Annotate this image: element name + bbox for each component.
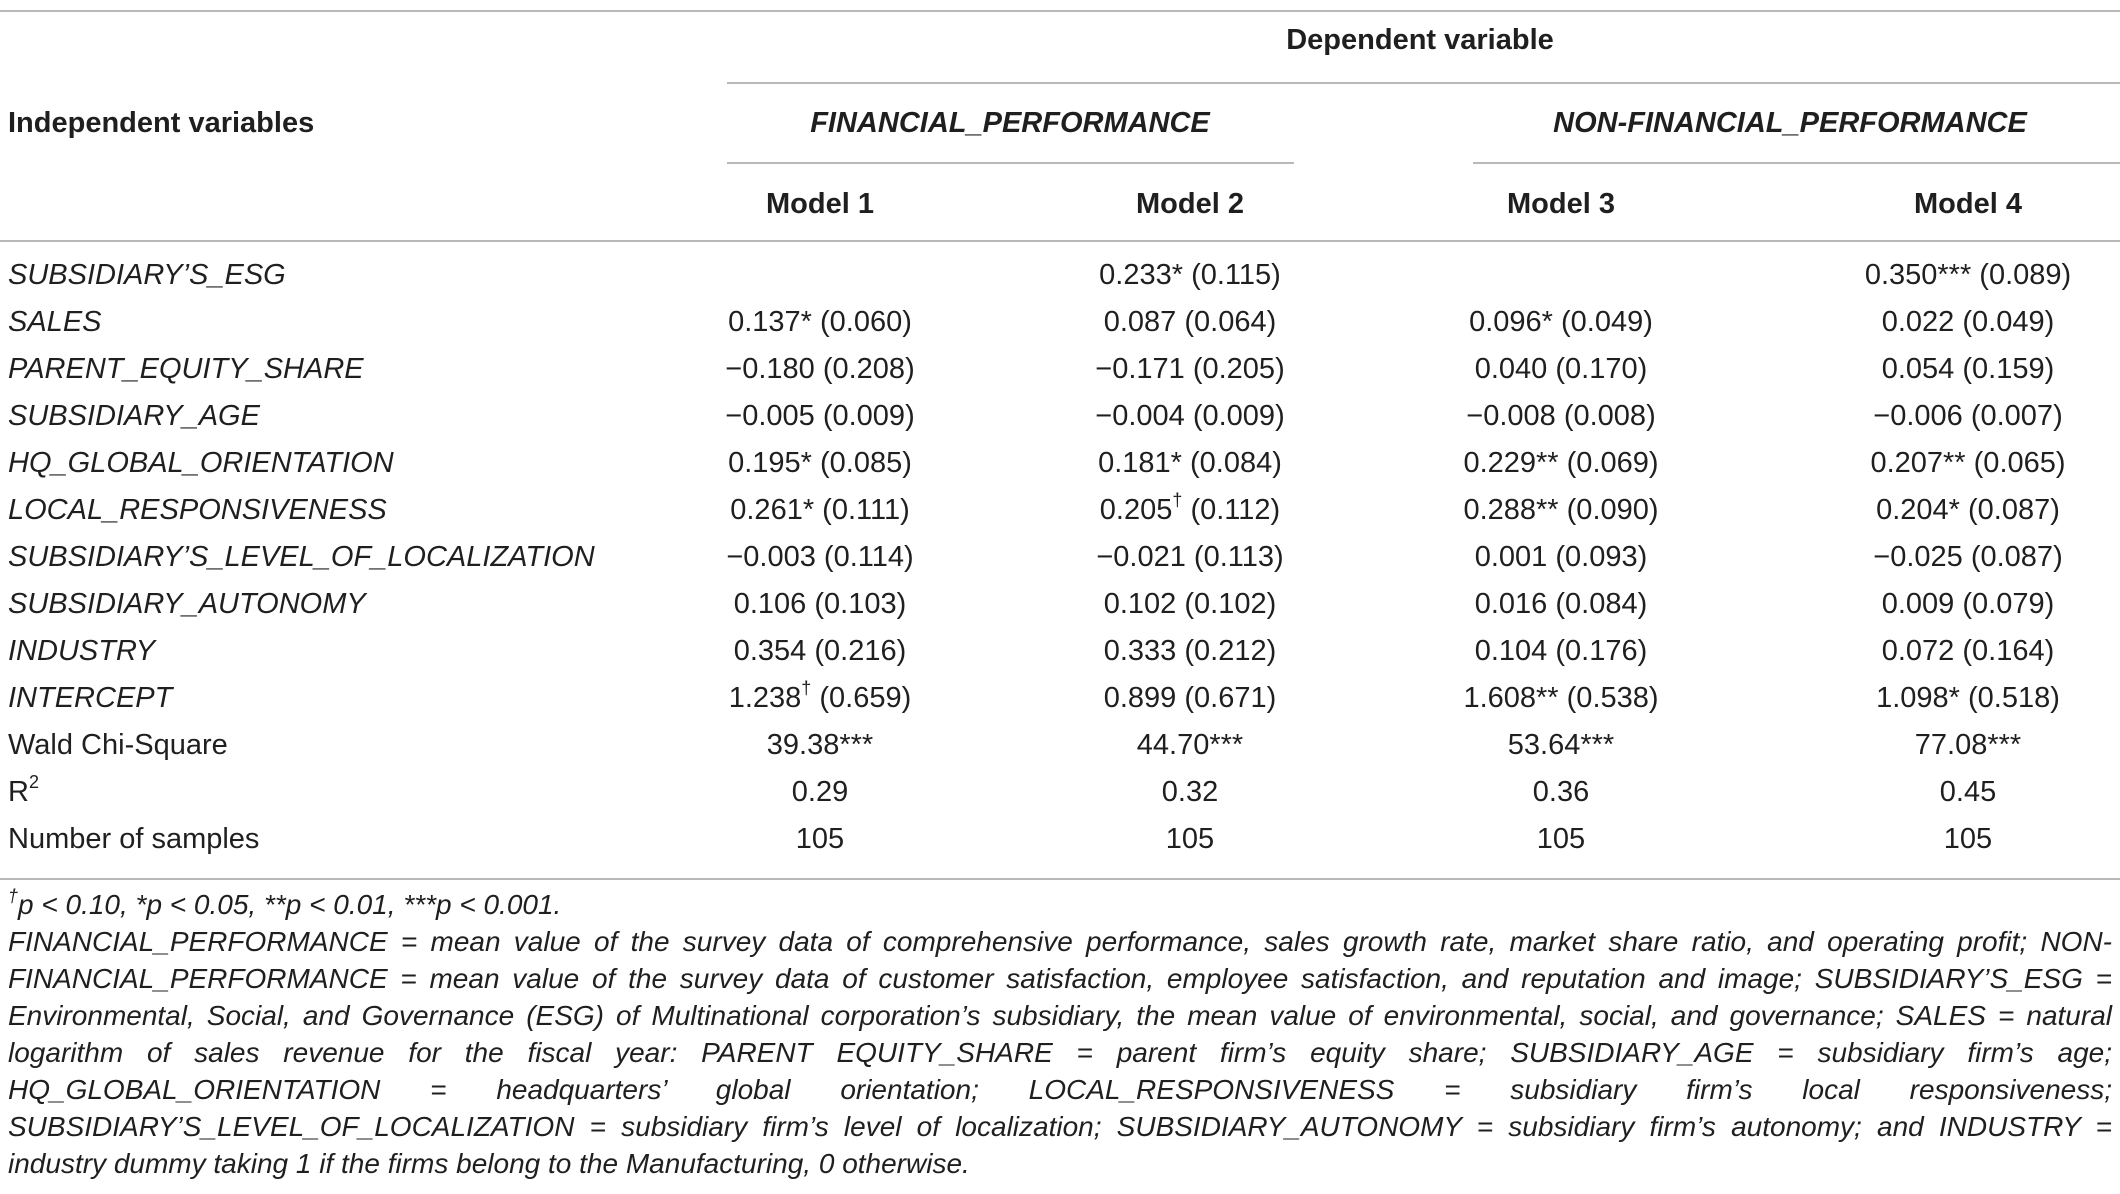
row-label: Number of samples [8, 823, 260, 855]
model-1-value: 105 [795, 823, 845, 855]
model-2-value: 0.087 (0.064) [1103, 306, 1277, 338]
model-1-value: −0.180 (0.208) [725, 353, 915, 385]
table-row [0, 393, 2120, 440]
model-3-value: 53.64*** [1507, 729, 1615, 761]
row-label: SALES [8, 306, 102, 338]
dependent-variable-rule [727, 82, 2120, 84]
model-2-value: 0.102 (0.102) [1103, 588, 1277, 620]
model-4-value: −0.006 (0.007) [1873, 400, 2063, 432]
table-row [0, 581, 2120, 628]
model-4-value: −0.025 (0.087) [1873, 541, 2063, 573]
row-label: INTERCEPT [8, 682, 173, 714]
model-1-value: 1.238† (0.659) [728, 678, 912, 714]
model-2-value: 0.899 (0.671) [1103, 682, 1277, 714]
model-1-value: −0.005 (0.009) [725, 400, 915, 432]
row-label: SUBSIDIARY_AUTONOMY [8, 588, 366, 620]
model-3-value: 0.096* (0.049) [1469, 306, 1653, 338]
row-label: SUBSIDIARY’S_ESG [8, 259, 286, 291]
row-label: $R^2$ [8, 772, 39, 808]
model-3-value: 105 [1536, 823, 1586, 855]
table-row [0, 816, 2120, 863]
non-financial-performance-header: NON-FINANCIAL_PERFORMANCE [1553, 107, 2027, 139]
model-2-value: 0.32 [1161, 776, 1219, 808]
row-label: Wald Chi-Square [8, 729, 228, 761]
significance-note: †p < 0.10, *p < 0.05, **p < 0.01, ***p < 0.001. [8, 885, 562, 920]
model-1-value: 39.38*** [766, 729, 874, 761]
table-row [0, 487, 2120, 534]
model-2-value: −0.021 (0.113) [1096, 541, 1284, 573]
model-2-value: 0.233* (0.115) [1099, 259, 1281, 291]
table-row [0, 534, 2120, 581]
model-1-value: 0.354 (0.216) [733, 635, 907, 667]
row-label: SUBSIDIARY’S_LEVEL_OF_LOCALIZATION [8, 541, 595, 573]
table-row [0, 440, 2120, 487]
model-3-value: −0.008 (0.008) [1466, 400, 1656, 432]
table-bottom-rule [0, 878, 2120, 880]
model-1-value: 0.261* (0.111) [730, 494, 910, 526]
model-4-value: 0.022 (0.049) [1881, 306, 2055, 338]
non-financial-performance-rule [1473, 162, 2120, 164]
model-4-value: 0.207** (0.065) [1870, 447, 2066, 479]
header-bottom-rule [0, 240, 2120, 242]
model-3-value: 0.040 (0.170) [1474, 353, 1648, 385]
model-3-value: 0.104 (0.176) [1474, 635, 1648, 667]
model-2-value: 105 [1165, 823, 1215, 855]
model-2-header: Model 2 [1136, 188, 1244, 220]
model-2-value: 0.205† (0.112) [1099, 490, 1281, 526]
model-2-value: 0.181* (0.084) [1098, 447, 1282, 479]
model-3-value: 1.608** (0.538) [1463, 682, 1659, 714]
table-top-rule [0, 10, 2120, 12]
model-4-value: 0.054 (0.159) [1881, 353, 2055, 385]
row-label: SUBSIDIARY_AGE [8, 400, 260, 432]
model-4-value: 0.45 [1939, 776, 1997, 808]
model-1-value: −0.003 (0.114) [726, 541, 914, 573]
financial-performance-header: FINANCIAL_PERFORMANCE [810, 107, 1210, 139]
table-row [0, 628, 2120, 675]
table-row [0, 769, 2120, 816]
model-4-value: 105 [1943, 823, 1993, 855]
model-3-value: 0.288** (0.090) [1463, 494, 1659, 526]
financial-performance-rule [727, 162, 1294, 164]
model-4-value: 0.350*** (0.089) [1864, 259, 2072, 291]
model-1-value: 0.137* (0.060) [728, 306, 912, 338]
table-row [0, 252, 2120, 299]
row-label: PARENT_EQUITY_SHARE [8, 353, 364, 385]
model-4-header: Model 4 [1914, 188, 2022, 220]
model-2-value: 44.70*** [1136, 729, 1244, 761]
row-label: HQ_GLOBAL_ORIENTATION [8, 447, 394, 479]
model-4-value: 0.204* (0.087) [1876, 494, 2060, 526]
row-label: LOCAL_RESPONSIVENESS [8, 494, 387, 526]
model-4-value: 0.072 (0.164) [1881, 635, 2055, 667]
table-row [0, 346, 2120, 393]
model-3-value: 0.016 (0.084) [1474, 588, 1648, 620]
model-4-value: 1.098* (0.518) [1876, 682, 2060, 714]
model-3-value: 0.229** (0.069) [1463, 447, 1659, 479]
model-3-header: Model 3 [1507, 188, 1615, 220]
model-4-value: 0.009 (0.079) [1881, 588, 2055, 620]
model-2-value: −0.171 (0.205) [1095, 353, 1285, 385]
model-1-value: 0.195* (0.085) [728, 447, 912, 479]
model-2-value: −0.004 (0.009) [1095, 400, 1285, 432]
model-4-value: 77.08*** [1914, 729, 2022, 761]
table-row [0, 675, 2120, 722]
model-3-value: 0.36 [1532, 776, 1590, 808]
model-1-value: 0.29 [791, 776, 849, 808]
model-1-value: 0.106 (0.103) [733, 588, 907, 620]
table-notes [8, 886, 2112, 1182]
dependent-variable-header: Dependent variable [1286, 24, 1554, 56]
independent-variables-header: Independent variables [8, 107, 315, 139]
model-3-value: 0.001 (0.093) [1474, 541, 1648, 573]
row-label: INDUSTRY [8, 635, 156, 667]
variable-definitions: FINANCIAL_PERFORMANCE = mean value of the survey data of comprehensive performance, sales growth rate, market share ratio, and operating profit; NON-FINANCIAL_PERFORMANCE = mean value of the survey data of customer satisfaction, employee satisfaction, and reputation and image; SUBSIDIARY’S_ESG = Environmental, Social, and Governance (ESG) of Multinational corporation’s subsidiary, the mean value of environmental, social, and governance; SALES = natural logarithm of sales revenue for the fiscal year: PARENT EQUITY_SHARE = parent firm’s equity share; SUBSIDIARY_AGE = subsidiary firm’s age; HQ_GLOBAL_ORIENTATION = headquarters’ global orientation; LOCAL_RESPONSIVENESS = subsidiary firm’s local responsiveness; SUBSIDIARY’S_LEVEL_OF_LOCALIZATION = subsidiary firm’s level of localization; SUBSIDIARY_AUTONOMY = subsidiary firm’s autonomy; and INDUSTRY = industry dummy taking 1 if the firms belong to the Manufacturing, 0 otherwise. [8, 926, 2112, 1179]
model-2-value: 0.333 (0.212) [1103, 635, 1277, 667]
table-row [0, 299, 2120, 346]
table-row [0, 722, 2120, 769]
model-1-header: Model 1 [766, 188, 874, 220]
